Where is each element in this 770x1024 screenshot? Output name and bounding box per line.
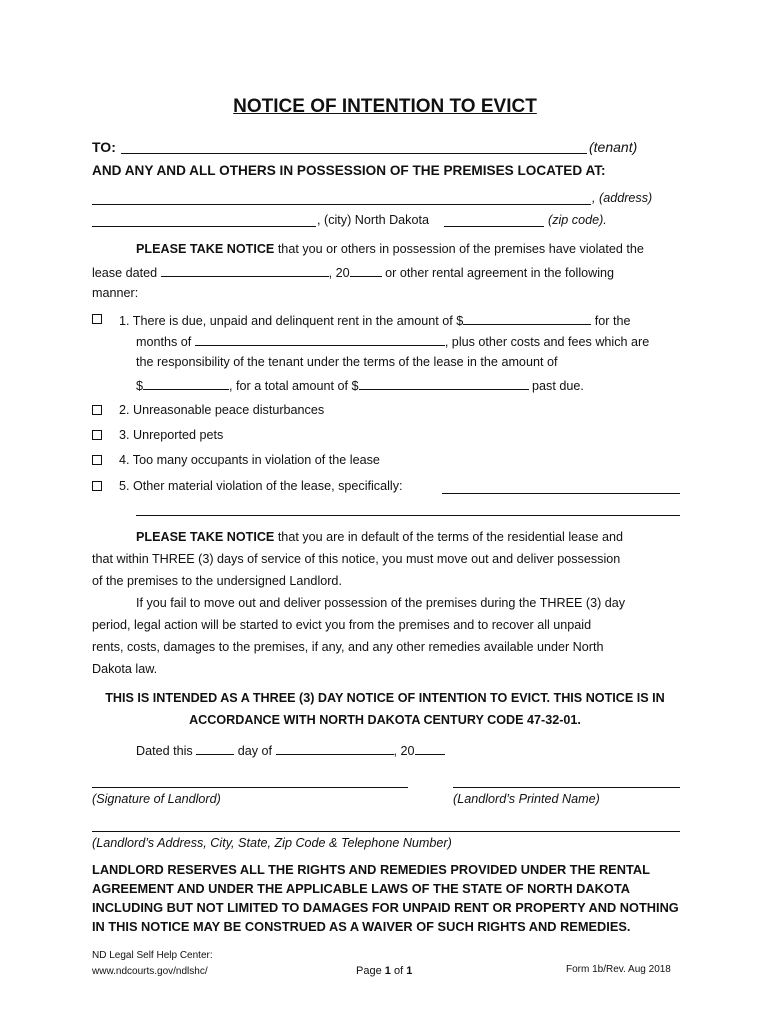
intent-line1: THIS IS INTENDED AS A THREE (3) DAY NOTICE OF INTENTION TO EVICT. THIS NOTICE IS IN: [105, 691, 665, 705]
city-field[interactable]: [92, 226, 316, 227]
rent-amount-field[interactable]: [463, 312, 591, 325]
zip-suffix: (zip code).: [548, 213, 607, 227]
notice1-line1: PLEASE TAKE NOTICE that you or others in possession of the premises have violated the: [136, 242, 644, 256]
notice2-line2: that within THREE (3) days of service of this notice, you must move out and deliver possession: [92, 552, 621, 566]
page-title: NOTICE OF INTENTION TO EVICT: [233, 96, 537, 117]
reserves-line2: AGREEMENT AND UNDER THE APPLICABLE LAWS OF THE STATE OF NORTH DAKOTA: [92, 881, 630, 896]
tenant-suffix: (tenant): [589, 139, 638, 155]
dated-month-field[interactable]: [276, 742, 394, 755]
footer-center-name: ND Legal Self Help Center:: [92, 950, 213, 961]
item-5-checkbox[interactable]: [92, 481, 102, 491]
notice2-line1: PLEASE TAKE NOTICE that you are in default of the terms of the residential lease and: [136, 530, 623, 544]
city-suffix: , (city) North Dakota: [317, 213, 429, 227]
footer-form-id: Form 1b/Rev. Aug 2018: [566, 964, 671, 975]
reserves-line4: IN THIS NOTICE MAY BE CONSTRUED AS A WAIVER OF SUCH RIGHTS AND REMEDIES.: [92, 919, 631, 934]
address-field[interactable]: [92, 204, 591, 205]
landlord-address-field[interactable]: [92, 831, 680, 832]
zip-field[interactable]: [444, 226, 544, 227]
item-1-line1: 1. There is due, unpaid and delinquent rent in the amount of $ for the: [119, 314, 631, 328]
notice1-line3: manner:: [92, 286, 139, 300]
address-suffix: , (address): [592, 191, 653, 205]
item-2-checkbox[interactable]: [92, 405, 102, 415]
lease-year-field[interactable]: [350, 264, 382, 277]
total-amount-field[interactable]: [359, 377, 529, 390]
months-field[interactable]: [195, 333, 445, 346]
item-1-line4: $ , for a total amount of $ past due.: [136, 379, 584, 393]
item-1-line2: months of , plus other costs and fees which are: [136, 335, 650, 349]
other-violation-field-2[interactable]: [136, 515, 680, 516]
to-label: TO:: [92, 139, 116, 155]
reserves-line1: LANDLORD RESERVES ALL THE RIGHTS AND REMEDIES PROVIDED UNDER THE RENTAL: [92, 862, 650, 877]
reserves-line3: INCLUDING BUT NOT LIMITED TO DAMAGES FOR UNPAID RENT OR PROPERTY AND NOTHING: [92, 900, 679, 915]
item-3-label: 3. Unreported pets: [119, 428, 224, 442]
item-2-label: 2. Unreasonable peace disturbances: [119, 403, 325, 417]
landlord-signature-field[interactable]: [92, 787, 408, 788]
item-4-label: 4. Too many occupants in violation of the lease: [119, 453, 380, 467]
dated-day-field[interactable]: [196, 742, 234, 755]
lease-date-field[interactable]: [161, 264, 329, 277]
footer-page-number: Page 1 of 1: [356, 965, 413, 977]
landlord-printed-name-field[interactable]: [453, 787, 680, 788]
notice2-line3: of the premises to the undersigned Landlord.: [92, 574, 342, 588]
others-heading: AND ANY AND ALL OTHERS IN POSSESSION OF THE PREMISES LOCATED AT:: [92, 163, 606, 178]
footer-url[interactable]: www.ndcourts.gov/ndlshc/: [92, 966, 208, 977]
notice1-line2: lease dated , 20 or other rental agreement in the following: [92, 266, 615, 280]
dated-line: Dated this day of , 20: [136, 742, 445, 758]
landlord-signature-caption: (Signature of Landlord): [92, 792, 221, 806]
landlord-address-caption: (Landlord’s Address, City, State, Zip Code & Telephone Number): [92, 836, 452, 850]
notice3-line2: period, legal action will be started to evict you from the premises and to recover all unpaid: [92, 618, 592, 632]
tenant-name-field[interactable]: [121, 153, 587, 154]
item-1-checkbox[interactable]: [92, 314, 102, 324]
notice3-line1: If you fail to move out and deliver possession of the premises during the THREE (3) day: [136, 596, 626, 610]
notice3-line3: rents, costs, damages to the premises, if any, and any other remedies available under North: [92, 640, 604, 654]
item-1-line3: the responsibility of the tenant under the terms of the lease in the amount of: [136, 355, 558, 369]
fees-amount-field[interactable]: [143, 377, 229, 390]
item-3-checkbox[interactable]: [92, 430, 102, 440]
landlord-printed-name-caption: (Landlord’s Printed Name): [453, 792, 600, 806]
notice3-line4: Dakota law.: [92, 662, 158, 676]
intent-line2: ACCORDANCE WITH NORTH DAKOTA CENTURY CODE 47-32-01.: [189, 713, 581, 727]
item-5-label: 5. Other material violation of the lease, specifically:: [119, 479, 403, 493]
dated-year-field[interactable]: [415, 742, 445, 755]
item-4-checkbox[interactable]: [92, 455, 102, 465]
other-violation-field[interactable]: [442, 493, 680, 494]
